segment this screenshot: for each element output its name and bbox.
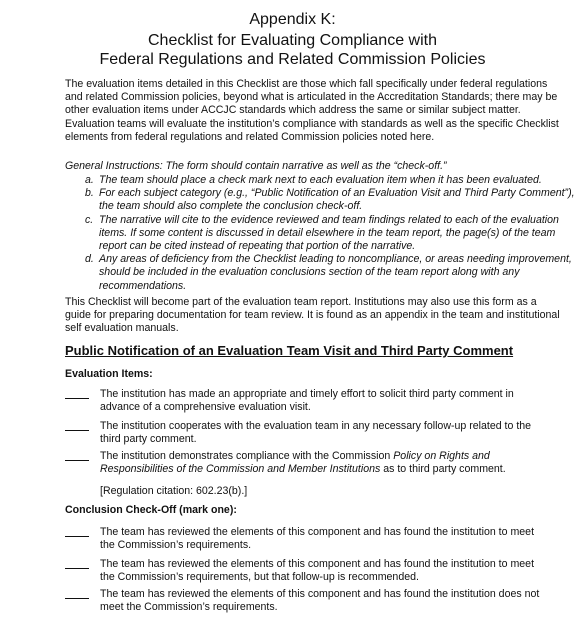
instruction-item <box>65 253 575 293</box>
closing-paragraph: This Checklist will become part of the evaluation team report. Institutions may also use this form as a guide for preparing documentation for team review. It is found as an appendix in the team and institutional self evaluation manuals. <box>65 296 560 335</box>
evaluation-item-text-before: The institution demonstrates compliance with the Commission <box>100 450 394 462</box>
check-blank[interactable] <box>65 536 89 537</box>
instruction-letter: b. <box>85 187 94 200</box>
intro-paragraph: The evaluation items detailed in this Checklist are those which fall specifically under federal regulations and related Commission policies, beyond what is articulated in the Accreditation Standards; there may be other evaluation items under ACCJC standards which address the same or similar subject matter. Evaluation teams will evaluate the institution’s compliance with standards as well as the specific Checklist elements from federal regulations and related Commission policies noted here. <box>65 78 559 143</box>
document-title-line-1: Checklist for Evaluating Compliance with <box>147 32 437 49</box>
evaluation-item-text <box>100 450 540 476</box>
regulation-citation: [Regulation citation: 602.23(b).] <box>100 485 248 497</box>
evaluation-item-text: The institution cooperates with the evaluation team in any necessary follow-up related to the third party comment. <box>100 420 532 446</box>
appendix-title: Appendix K: <box>249 11 336 28</box>
check-blank[interactable] <box>65 398 89 399</box>
instruction-text: The narrative will cite to the evidence reviewed and team findings related to each of the evaluation items. If some content is discussed in detail elsewhere in the team report, the page(s) of the team report can be cited instead of repeating that portion of the narrative. <box>99 213 559 253</box>
instruction-text: Any areas of deficiency from the Checklist leading to noncompliance, or areas needing improvement, should be included in the evaluation conclusions section of the team report along with any recommendations. <box>99 253 572 292</box>
instruction-text: The team should place a check mark next to each evaluation item when it has been evaluated. <box>99 174 542 186</box>
instruction-letter: a. <box>85 174 94 186</box>
instruction-text: For each subject category (e.g., “Public Notification of an Evaluation Visit and Third Party Comment”), the team should also complete the conclusion check-off. <box>99 187 575 213</box>
check-blank[interactable] <box>65 568 89 569</box>
conclusion-item-text: The team has reviewed the elements of this component and has found the institution to meet the Commission’s requirements. <box>100 526 535 552</box>
instruction-item <box>65 174 575 187</box>
evaluation-item-text: The institution has made an appropriate and timely effort to solicit third party comment in advance of a comprehensive evaluation visit. <box>100 388 514 414</box>
check-blank[interactable] <box>65 460 89 461</box>
policy-title: Policy on Rights and Responsibilities of the Commission and Member Institutions <box>100 450 490 476</box>
general-instructions-heading: General Instructions: The form should contain narrative as well as the “check-off.” <box>65 160 447 172</box>
general-instructions-list <box>65 174 575 293</box>
conclusion-heading: Conclusion Check-Off (mark one): <box>65 504 237 516</box>
instruction-item <box>65 187 575 213</box>
document-title-line-2: Federal Regulations and Related Commission Policies <box>99 51 486 68</box>
conclusion-item-text: The team has reviewed the elements of this component and has found the institution to meet the Commission’s requirements, but that follow-up is recommended. <box>100 558 535 584</box>
check-blank[interactable] <box>65 598 89 599</box>
instruction-item <box>65 214 575 254</box>
instruction-letter: c. <box>85 213 94 226</box>
evaluation-item-text-after: as to third party comment. <box>380 463 506 476</box>
instruction-letter: d. <box>85 253 94 266</box>
conclusion-item-text: The team has reviewed the elements of this component and has found the institution does not meet the Commission’s requirements. <box>100 588 540 614</box>
section-heading: Public Notification of an Evaluation Team Visit and Third Party Comment <box>65 343 514 358</box>
check-blank[interactable] <box>65 430 89 431</box>
evaluation-items-heading: Evaluation Items: <box>65 368 153 380</box>
